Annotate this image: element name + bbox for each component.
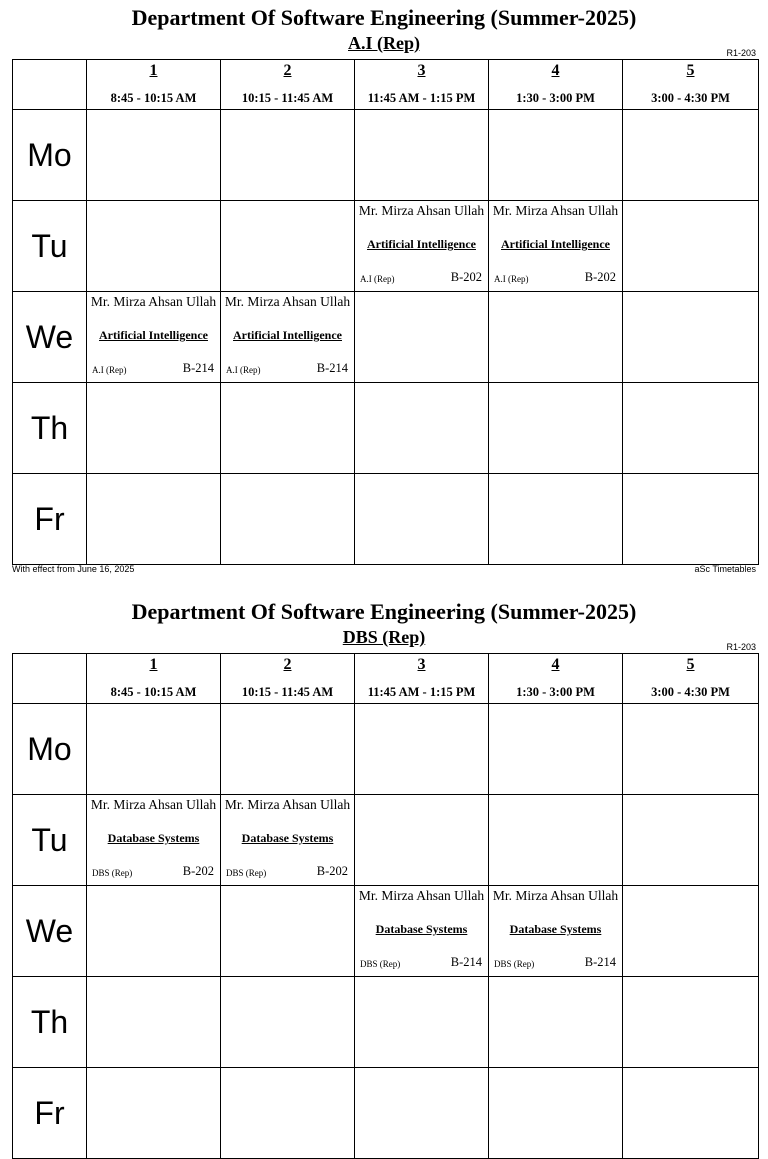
period-header: [623, 654, 759, 704]
period-header: [623, 60, 759, 110]
timetable-slot: [355, 795, 489, 886]
room-label: B-214: [182, 361, 214, 375]
timetable-slot: [489, 201, 623, 292]
teacher-name: Mr. Mirza Ahsan Ullah: [224, 797, 351, 812]
period-number: 3: [417, 656, 426, 673]
lesson-card: [355, 201, 488, 291]
timetable-slot: [623, 1068, 759, 1159]
day-row: [13, 795, 759, 886]
page-title: Department Of Software Engineering (Summer-2025): [131, 5, 637, 30]
timetable-slot: [221, 704, 355, 795]
day-row: [13, 1068, 759, 1159]
subject-name: Artificial Intelligence: [367, 237, 476, 251]
timetable-slot: [623, 704, 759, 795]
teacher-name: Mr. Mirza Ahsan Ullah: [492, 888, 619, 903]
room-label: B-202: [316, 864, 348, 878]
timetable-slot: [87, 474, 221, 565]
subject-name: Database Systems: [375, 922, 468, 936]
timetable-slot: [489, 704, 623, 795]
period-time: 8:45 - 10:15 AM: [110, 685, 197, 699]
timetable-slot: [623, 110, 759, 201]
timetable-slot: [623, 201, 759, 292]
timetable-slot: [221, 977, 355, 1068]
period-time: 1:30 - 3:00 PM: [516, 91, 595, 105]
timetable-slot: [355, 704, 489, 795]
corner-cell: [13, 654, 87, 704]
timetable-slot: [623, 474, 759, 565]
class-subtitle: DBS (Rep): [342, 627, 426, 647]
timetable-slot: [87, 886, 221, 977]
day-label: Mo: [13, 704, 87, 795]
period-time: 11:45 AM - 1:15 PM: [367, 91, 476, 105]
day-row: [13, 474, 759, 565]
timetable-slot: [87, 977, 221, 1068]
period-time: 8:45 - 10:15 AM: [110, 91, 197, 105]
period-header: [87, 60, 221, 110]
timetable-slot: [355, 474, 489, 565]
lesson-card: [221, 292, 354, 382]
timetable-slot: [221, 110, 355, 201]
day-label: Th: [13, 383, 87, 474]
timetable-slot: [355, 977, 489, 1068]
timetable-slot: [489, 292, 623, 383]
room-label: B-202: [450, 270, 482, 284]
period-time: 3:00 - 4:30 PM: [651, 91, 730, 105]
day-label: Tu: [13, 795, 87, 886]
day-row: [13, 292, 759, 383]
teacher-name: Mr. Mirza Ahsan Ullah: [492, 203, 619, 218]
timetable-slot: [87, 201, 221, 292]
timetable-slot: [489, 886, 623, 977]
corner-cell: [13, 60, 87, 110]
timetable-slot: [489, 1068, 623, 1159]
page-title: Department Of Software Engineering (Summer-2025): [131, 599, 637, 624]
period-number: 4: [551, 62, 560, 79]
subject-name: Database Systems: [107, 831, 200, 845]
period-number: 4: [551, 656, 560, 673]
timetable-slot: [623, 383, 759, 474]
timetable-slot: [355, 383, 489, 474]
period-number: 1: [149, 62, 158, 79]
room-label: B-202: [584, 270, 616, 284]
day-label: Mo: [13, 110, 87, 201]
period-time: 3:00 - 4:30 PM: [651, 685, 730, 699]
timetable-slot: [623, 886, 759, 977]
period-header: [221, 60, 355, 110]
subject-name: Database Systems: [509, 922, 602, 936]
subject-name: Artificial Intelligence: [99, 328, 208, 342]
timetable-slot: [623, 977, 759, 1068]
class-subtitle: A.I (Rep): [348, 33, 420, 53]
period-number: 2: [283, 656, 292, 673]
room-label: B-214: [450, 955, 482, 969]
day-row: [13, 704, 759, 795]
timetable-slot: [221, 795, 355, 886]
lesson-card: [489, 886, 622, 976]
lesson-card: [87, 795, 220, 885]
timetable-grid: [12, 59, 759, 565]
timetable-slot: [87, 110, 221, 201]
day-row: [13, 201, 759, 292]
period-header: [489, 654, 623, 704]
day-row: [13, 110, 759, 201]
timetable-slot: [489, 977, 623, 1068]
effective-date-note: With effect from June 16, 2025: [12, 564, 135, 574]
timetable-slot: [221, 474, 355, 565]
timetable-slot: [221, 383, 355, 474]
teacher-name: Mr. Mirza Ahsan Ullah: [90, 797, 217, 812]
group-label: A.I (Rep): [92, 365, 127, 375]
timetable-slot: [489, 474, 623, 565]
group-label: DBS (Rep): [494, 959, 535, 969]
day-row: [13, 977, 759, 1068]
period-number: 1: [149, 656, 158, 673]
period-time: 1:30 - 3:00 PM: [516, 685, 595, 699]
teacher-name: Mr. Mirza Ahsan Ullah: [224, 294, 351, 309]
teacher-name: Mr. Mirza Ahsan Ullah: [358, 888, 485, 903]
timetable-slot: [489, 383, 623, 474]
teacher-name: Mr. Mirza Ahsan Ullah: [358, 203, 485, 218]
timetable-slot: [489, 795, 623, 886]
timetable-slot: [87, 795, 221, 886]
subject-name: Artificial Intelligence: [501, 237, 610, 251]
period-header: [355, 654, 489, 704]
room-label: B-214: [316, 361, 348, 375]
timetable-slot: [87, 292, 221, 383]
period-header: [355, 60, 489, 110]
period-number: 5: [686, 656, 695, 673]
period-header: [221, 654, 355, 704]
timetable-grid: [12, 653, 759, 1159]
teacher-name: Mr. Mirza Ahsan Ullah: [90, 294, 217, 309]
day-row: [13, 383, 759, 474]
period-time: 11:45 AM - 1:15 PM: [367, 685, 476, 699]
timetable-slot: [221, 1068, 355, 1159]
timetable-slot: [87, 704, 221, 795]
day-label: Fr: [13, 1068, 87, 1159]
timetable-slot: [623, 795, 759, 886]
period-time: 10:15 - 11:45 AM: [241, 91, 334, 105]
period-number: 2: [283, 62, 292, 79]
lesson-card: [489, 201, 622, 291]
subject-name: Database Systems: [241, 831, 334, 845]
room-label: B-214: [584, 955, 616, 969]
period-time: 10:15 - 11:45 AM: [241, 685, 334, 699]
timetable-slot: [355, 886, 489, 977]
timetable-slot: [221, 886, 355, 977]
period-number: 5: [686, 62, 695, 79]
timetable-slot: [221, 201, 355, 292]
timetable-slot: [355, 201, 489, 292]
room-label: B-202: [182, 864, 214, 878]
lesson-card: [221, 795, 354, 885]
group-label: A.I (Rep): [494, 274, 529, 284]
day-label: We: [13, 292, 87, 383]
day-label: We: [13, 886, 87, 977]
timetable-slot: [623, 292, 759, 383]
timetable-slot: [221, 292, 355, 383]
day-label: Fr: [13, 474, 87, 565]
group-label: DBS (Rep): [92, 868, 133, 878]
group-label: A.I (Rep): [360, 274, 395, 284]
timetable-slot: [355, 110, 489, 201]
day-row: [13, 886, 759, 977]
day-label: Th: [13, 977, 87, 1068]
timetable-slot: [355, 292, 489, 383]
day-label: Tu: [13, 201, 87, 292]
group-label: DBS (Rep): [226, 868, 267, 878]
group-label: DBS (Rep): [360, 959, 401, 969]
period-header: [87, 654, 221, 704]
timetable-slot: [489, 110, 623, 201]
period-header: [489, 60, 623, 110]
timetable-slot: [87, 383, 221, 474]
timetable-slot: [355, 1068, 489, 1159]
room-code: R1-203: [726, 48, 756, 58]
group-label: A.I (Rep): [226, 365, 261, 375]
lesson-card: [355, 886, 488, 976]
lesson-card: [87, 292, 220, 382]
subject-name: Artificial Intelligence: [233, 328, 342, 342]
period-number: 3: [417, 62, 426, 79]
timetable-slot: [87, 1068, 221, 1159]
room-code: R1-203: [726, 642, 756, 652]
generator-credit: aSc Timetables: [694, 564, 756, 574]
